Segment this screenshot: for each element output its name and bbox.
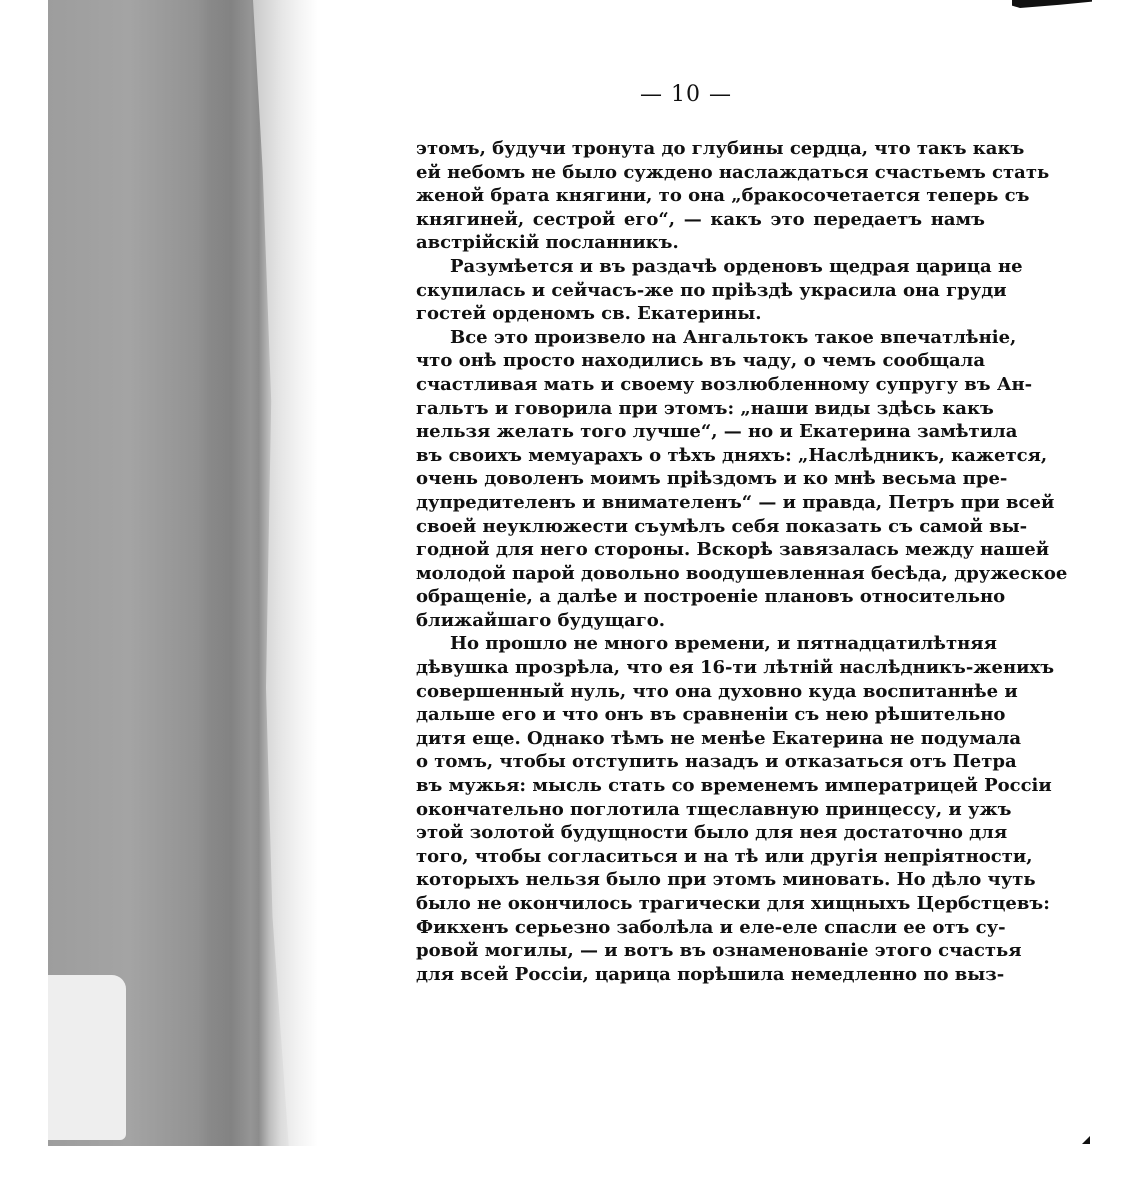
text-line: дѣвушка прозрѣла, что ея 16-ти лѣтній наслѣдникъ-женихъ: [416, 657, 1055, 679]
text-line: въ мужья: мысль стать со временемъ императрицей Россіи: [416, 775, 1052, 797]
text-line: Разумѣется и въ раздачѣ орденовъ щедрая царица не: [450, 255, 1023, 277]
text-line: ровой могилы, — и вотъ въ ознаменованіе этого счастья: [416, 940, 1022, 962]
text-line: того, чтобы согласиться и на тѣ или другія непріятности,: [416, 845, 1033, 867]
text-line: о томъ, чтобы отступить назадъ и отказаться отъ Петра: [416, 751, 1017, 773]
text-line: Фикхенъ серьезно заболѣла и еле-еле спасли ее отъ су-: [416, 916, 1006, 938]
text-line: Все это произвело на Ангальтокъ такое впечатлѣніе,: [450, 326, 1017, 348]
page-curl: [253, 0, 318, 1146]
text-line: нельзя желать того лучше“, — но и Екатерина замѣтила: [416, 421, 1018, 443]
text-line: было не окончилось трагически для хищныхъ Цербстцевъ:: [416, 893, 1050, 914]
text-line: ей небомъ не было суждено наслаждаться счастьемъ стать: [416, 161, 1050, 183]
text-line: княгиней, сестрой его“, — какъ это передаетъ намъ: [416, 208, 985, 230]
text-line: гостей орденомъ св. Екатерины.: [416, 303, 762, 325]
corner-arrow-mark: [1082, 1136, 1090, 1144]
text-line: въ своихъ мемуарахъ о тѣхъ дняхъ: „Наслѣдникъ, кажется,: [416, 444, 1048, 466]
text-line: которыхъ нельзя было при этомъ миновать. Но дѣло чуть: [416, 869, 1036, 891]
corner-ink-mark: [1012, 0, 1092, 8]
text-line: австрійскій посланникъ.: [416, 232, 679, 254]
text-line: совершенный нуль, что она духовно куда воспитаннѣе и: [416, 680, 1018, 702]
text-line: очень доволенъ моимъ пріѣздомъ и ко мнѣ весьма пре-: [416, 468, 1008, 490]
text-line: скупилась и сейчасъ-же по пріѣздѣ украсила она груди: [416, 279, 1007, 301]
text-line: гальтъ и говорила при этомъ: „наши виды здѣсь какъ: [416, 397, 994, 419]
text-line: окончательно поглотила тщеславную принцессу, и ужъ: [416, 798, 1012, 820]
paragraph: [416, 326, 1068, 633]
text-line: женой брата княгини, то она „бракосочетается теперь съ: [416, 185, 1030, 207]
text-line: что онѣ просто находились въ чаду, о чемъ сообщала: [416, 350, 985, 372]
body-text: [416, 137, 1068, 986]
text-line: этомъ, будучи тронута до глубины сердца, что такъ какъ: [416, 138, 1025, 159]
text-line: для всей Россіи, царица порѣшила немедленно по выз-: [416, 963, 1005, 985]
page-fold-shadow: [198, 0, 258, 1146]
paragraph: [416, 632, 1055, 986]
text-line: счастливая мать и своему возлюбленному супругу въ Ан-: [416, 373, 1033, 395]
text-line: молодой парой довольно воодушевленная бесѣда, дружеское: [416, 562, 1068, 584]
text-line: дальше его и что онъ въ сравненіи съ нею рѣшительно: [416, 704, 1006, 726]
text-line: обращеніе, а далѣе и построеніе плановъ относительно: [416, 586, 1006, 608]
text-line: своей неуклюжести съумѣлъ себя показать съ самой вы-: [416, 515, 1028, 537]
text-line: годной для него стороны. Вскорѣ завязалась между нашей: [416, 539, 1050, 561]
paper-tab: [48, 975, 126, 1140]
page-number: — 10 —: [640, 82, 732, 107]
scanned-page-edge: [48, 0, 318, 1146]
paragraph: [416, 255, 1023, 326]
text-line: этой золотой будущности было для нея достаточно для: [416, 822, 1008, 844]
text-line: дитя еще. Однако тѣмъ не менѣе Екатерина не подумала: [416, 727, 1022, 749]
paragraph: [416, 137, 1050, 255]
text-line: ближайшаго будущаго.: [416, 609, 666, 631]
text-line: Но прошло не много времени, и пятнадцатилѣтняя: [450, 633, 997, 655]
text-line: дупредителенъ и внимателенъ“ — и правда, Петръ при всей: [416, 491, 1055, 513]
